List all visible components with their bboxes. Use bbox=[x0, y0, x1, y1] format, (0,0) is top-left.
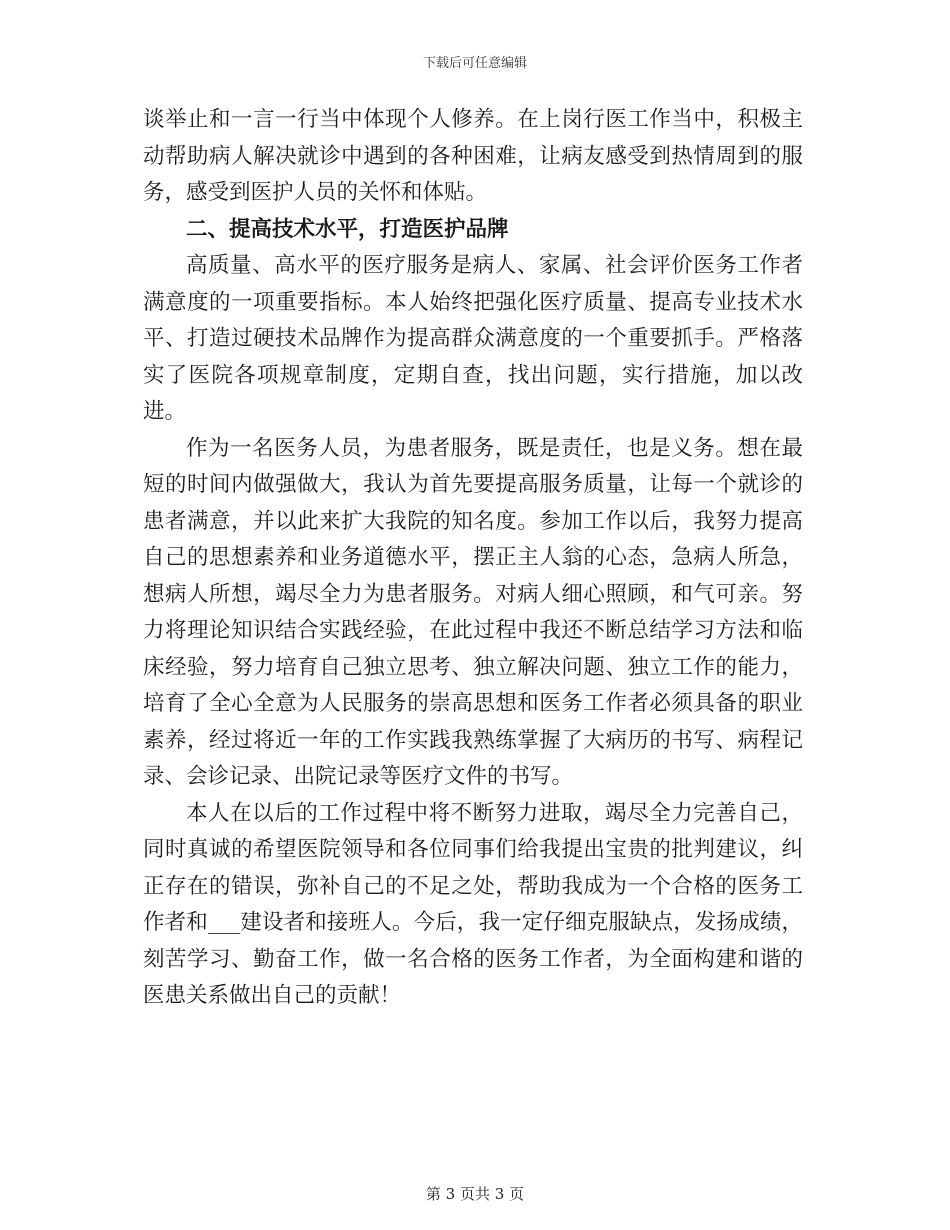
section-heading: 二、提高技术水平，打造医护品牌 bbox=[186, 216, 509, 242]
page-header: 下载后可任意编辑 bbox=[422, 56, 527, 71]
paragraph-continued: 谈举止和一言一行当中体现个人修养。在上岗行医工作当中，积极主动帮助病人解决就诊中遇到的各种困难，让病友感受到热情周到的服务，感受到医护人员的关怀和体贴。 bbox=[143, 107, 803, 205]
document-body bbox=[143, 102, 803, 1015]
paragraph-quality: 高质量、高水平的医疗服务是病人、家属、社会评价医务工作者满意度的一项重要指标。本人始终把强化医疗质量、提高专业技术水平、打造过硬技术品牌作为提高群众满意度的一个重要抓手。严格落实了医院各项规章制度，定期自查，找出问题，实行措施，加以改进。 bbox=[143, 253, 803, 424]
paragraph-future: 本人在以后的工作过程中将不断努力进取，竭尽全力完善自己，同时真诚的希望医院领导和各位同事们给我提出宝贵的批判建议，纠正存在的错误，弥补自己的不足之处，帮助我成为一个合格的医务工作者和___建设者和接班人。今后，我一定仔细克服缺点，发扬成绩，刻苦学习、勤奋工作，做一名合格的医务工作者，为全面构建和谐的医患关系做出自己的贡献！ bbox=[143, 800, 803, 1008]
paragraph-service: 作为一名医务人员，为患者服务，既是责任，也是义务。想在最短的时间内做强做大，我认为首先要提高服务质量，让每一个就诊的患者满意，并以此来扩大我院的知名度。参加工作以后，我努力提高自己的思想素养和业务道德水平，摆正主人翁的心态，急病人所急，想病人所想，竭尽全力为患者服务。对病人细心照顾，和气可亲。努力将理论知识结合实践经验，在此过程中我还不断总结学习方法和临床经验，努力培育自己独立思考、独立解决问题、独立工作的能力，培育了全心全意为人民服务的崇高思想和医务工作者必须具备的职业素养，经过将近一年的工作实践我熟练掌握了大病历的书写、病程记录、会诊记录、出院记录等医疗文件的书写。 bbox=[143, 435, 803, 789]
page-number: 第 3 页共 3 页 bbox=[425, 1185, 525, 1203]
